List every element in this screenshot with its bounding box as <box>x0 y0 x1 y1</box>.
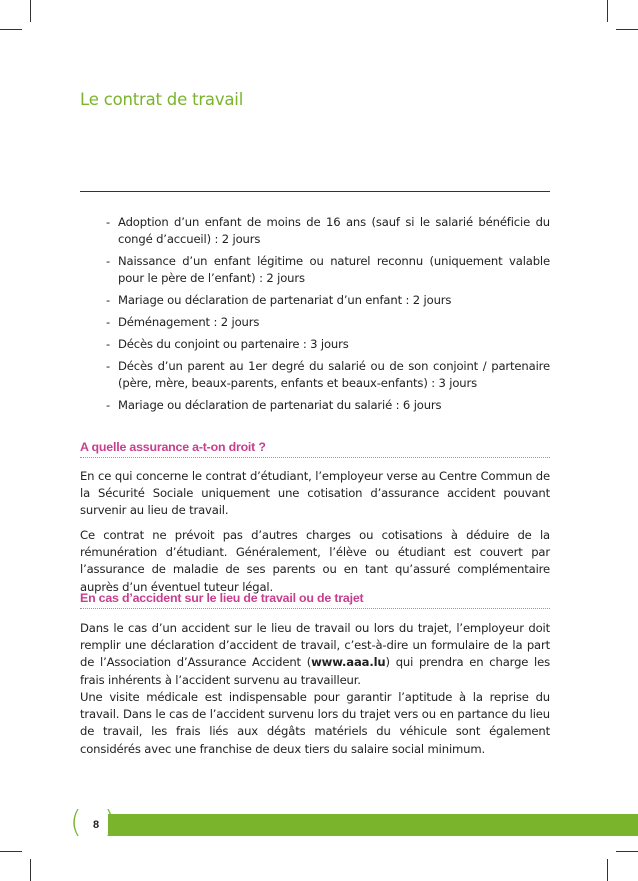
list-item: - Décès d’un parent au 1er degré du salarié ou de son conjoint / partenaire (père, mère, beaux-parents, enfants et beaux-enfants) : 3 jours <box>106 359 550 390</box>
leave-list <box>80 214 550 419</box>
crop-mark <box>616 29 638 30</box>
section-heading-insurance: A quelle assurance a-t-on droit ? <box>80 440 550 458</box>
page-title: Le contrat de travail <box>80 90 244 109</box>
crop-mark <box>607 0 608 22</box>
crop-mark <box>616 851 638 852</box>
footer-bar <box>108 814 638 836</box>
list-item: - Mariage ou déclaration de partenariat d’un enfant : 2 jours <box>106 293 452 307</box>
page-number-bracket: ( <box>70 805 82 840</box>
list-item: - Mariage ou déclaration de partenariat du salarié : 6 jours <box>106 398 442 412</box>
paragraph: Une visite médicale est indispensable pour garantir l’aptitude à la reprise du travail. Dans le cas de l’accident survenu lors du trajet vers ou en partance du lieu de travail, les frais liés aux dégâts matériels du véhicule sont également considérés avec une franchise de deux tiers du salaire social minimum. <box>80 690 550 756</box>
crop-mark <box>0 29 22 30</box>
crop-mark <box>607 859 608 881</box>
aaa-link[interactable]: www.aaa.lu <box>311 655 386 670</box>
list-item: - Déménagement : 2 jours <box>106 315 260 329</box>
crop-mark <box>0 851 22 852</box>
page-number: 8 <box>92 819 100 831</box>
header-divider <box>80 191 550 192</box>
list-item: - Décès du conjoint ou partenaire : 3 jours <box>106 337 349 351</box>
list-item: - Adoption d’un enfant de moins de 16 ans (sauf si le salarié bénéficie du congé d’accueil) : 2 jours <box>106 215 550 246</box>
crop-mark <box>30 0 31 22</box>
paragraph: Dans le cas d’un accident sur le lieu de travail ou lors du trajet, l’employeur doit remplir une déclaration d’accident de travail, c’est-à-dire un formulaire de la part de l’Association d’Assurance Accident (www.aaa.lu) qui prendra en charge les frais inhérents à l’accident survenu au travailleur. <box>80 621 551 687</box>
paragraph: En ce qui concerne le contrat d’étudiant, l’employeur verse au Centre Commun de la Sécurité Sociale uniquement une cotisation d’assurance accident pouvant survenir au lieu de travail. <box>80 469 550 518</box>
section-heading-accident: En cas d’accident sur le lieu de travail ou de trajet <box>80 591 550 609</box>
list-item: - Naissance d’un enfant légitime ou naturel reconnu (uniquement valable pour le père de l’enfant) : 2 jours <box>106 254 550 285</box>
paragraph: Ce contrat ne prévoit pas d’autres charges ou cotisations à déduire de la rémunération d’étudiant. Généralement, l’élève ou étudiant est couvert par l’assurance de maladie de ses parents ou en tant qu’assuré complémentaire auprès d’un éventuel tuteur légal. <box>80 528 550 594</box>
page-number-bracket: ) <box>104 805 116 840</box>
crop-mark <box>30 859 31 881</box>
